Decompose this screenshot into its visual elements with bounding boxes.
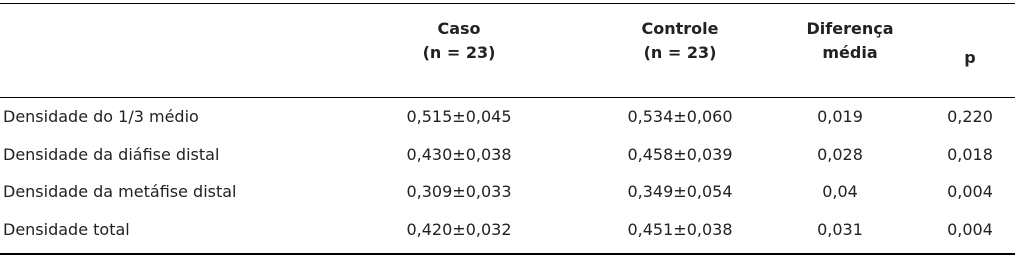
row-label: Densidade do 1/3 médio <box>3 107 199 126</box>
cell-p: 0,004 <box>947 182 993 201</box>
bottom-rule <box>0 253 1015 255</box>
header-diferenca-media: média <box>822 43 878 62</box>
cell-caso: 0,420±0,032 <box>406 220 512 239</box>
header-controle <box>620 17 740 65</box>
cell-diferenca: 0,031 <box>817 220 863 239</box>
header-p-label: p <box>964 48 976 67</box>
cell-controle: 0,451±0,038 <box>627 220 733 239</box>
cell-diferenca: 0,019 <box>817 107 863 126</box>
header-controle-n: (n = 23) <box>643 43 717 62</box>
cell-controle: 0,534±0,060 <box>627 107 733 126</box>
header-rule <box>0 97 1015 98</box>
cell-caso: 0,515±0,045 <box>406 107 512 126</box>
header-caso-n: (n = 23) <box>422 43 496 62</box>
row-label: Densidade da diáfise distal <box>3 145 220 164</box>
header-p <box>930 46 1010 70</box>
row-label: Densidade da metáfise distal <box>3 182 237 201</box>
header-diferenca <box>790 17 910 65</box>
header-caso-title: Caso <box>437 19 481 38</box>
header-controle-title: Controle <box>641 19 719 38</box>
header-diferenca-title: Diferença <box>806 19 894 38</box>
header-caso <box>399 17 519 65</box>
cell-p: 0,018 <box>947 145 993 164</box>
cell-caso: 0,309±0,033 <box>406 182 512 201</box>
top-rule <box>0 3 1015 4</box>
cell-p: 0,220 <box>947 107 993 126</box>
cell-controle: 0,349±0,054 <box>627 182 733 201</box>
cell-diferenca: 0,04 <box>822 182 858 201</box>
row-label: Densidade total <box>3 220 130 239</box>
cell-caso: 0,430±0,038 <box>406 145 512 164</box>
cell-p: 0,004 <box>947 220 993 239</box>
cell-diferenca: 0,028 <box>817 145 863 164</box>
cell-controle: 0,458±0,039 <box>627 145 733 164</box>
